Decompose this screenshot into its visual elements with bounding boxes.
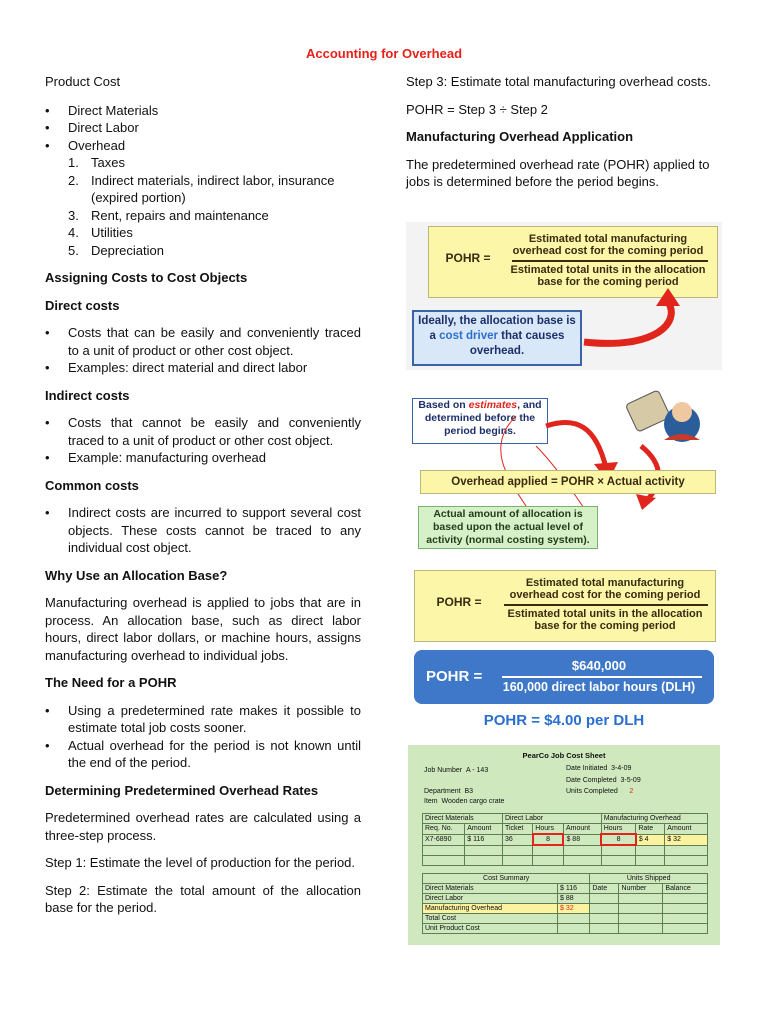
pohr-definition-figure — [406, 222, 722, 370]
table-cell: 36 — [502, 834, 532, 845]
table-cell: $ 32 — [665, 834, 708, 845]
left-column — [45, 73, 361, 927]
units-completed: Units Completed 2 — [566, 788, 634, 795]
sheet-title: PearCo Job Cost Sheet — [522, 751, 606, 760]
table-cell: $ 88 — [563, 834, 601, 845]
table-header: Rate — [636, 824, 665, 835]
table-cell: X7-6890 — [423, 834, 465, 845]
item: Item Wooden cargo crate — [424, 798, 505, 805]
table-header: Amount — [665, 824, 708, 835]
list-item: • Examples: direct material and direct labor — [45, 359, 361, 377]
list-item: • Costs that cannot be easily and conveniently traced to a unit of product or other cost object. — [45, 414, 361, 449]
pohr-result: POHR = $4.00 per DLH — [483, 712, 645, 729]
pohr-calculation-figure — [406, 566, 722, 738]
why-allocation-text: Manufacturing overhead is applied to jobs that are in process. An allocation base, such as direct labor hours, direct labor dollars, or machine hours, assigns manufacturing overhead to individual jobs. — [45, 595, 361, 663]
list-item — [45, 137, 361, 260]
table-header: Cost Summary — [423, 874, 590, 884]
cost-summary-table — [422, 873, 708, 934]
date-completed: Date Completed 3-5-09 — [566, 777, 641, 784]
mfg-overhead-text: The predetermined overhead rate (POHR) applied to jobs is determined before the period begins. — [406, 156, 710, 189]
list-item: • Example: manufacturing overhead — [45, 449, 361, 467]
determining-text: Predetermined overhead rates are calculated using a three-step process. — [45, 810, 361, 843]
table-row: Unit Product Cost — [423, 924, 708, 934]
pohr-label: POHR = — [426, 668, 483, 685]
pohr-label: POHR = — [445, 251, 491, 265]
direct-costs-list — [45, 324, 361, 377]
step1-text: Step 1: Estimate the level of production for the period. — [45, 855, 356, 870]
job-cost-table — [422, 813, 708, 866]
list-item: • Indirect costs are incurred to support several cost objects. These costs cannot be traced to any individual cost object. — [45, 504, 361, 557]
table-header: Hours — [601, 824, 636, 835]
product-cost-label: Product Cost — [45, 74, 121, 89]
why-allocation-heading: Why Use an Allocation Base? — [45, 567, 228, 583]
list-item: 1. Taxes — [68, 155, 125, 170]
direct-labor-hours: 160,000 direct labor hours (DLH) — [502, 680, 696, 694]
table-header: Manufacturing Overhead — [601, 814, 707, 824]
table-header: Req. No. — [423, 824, 465, 835]
table-cell: $ 116 — [465, 834, 503, 845]
table-cell: 8 — [533, 834, 564, 845]
overhead-applied-formula: Overhead applied = POHR × Actual activity — [451, 476, 685, 488]
table-header: Hours — [533, 824, 564, 835]
list-item: • Direct Materials — [45, 102, 361, 120]
step3-text: Step 3: Estimate total manufacturing overhead costs. — [406, 74, 711, 89]
list-item: 2. Indirect materials, indirect labor, insurance (expired portion) — [68, 172, 335, 205]
pohr-formula: POHR = Step 3 ÷ Step 2 — [406, 101, 548, 117]
table-row — [423, 834, 708, 845]
overhead-label: Overhead — [68, 137, 126, 153]
pohr-denominator: Estimated total units in the allocation base for the coming period — [507, 608, 703, 632]
indirect-costs-list — [45, 414, 361, 467]
need-pohr-heading: The Need for a POHR — [45, 675, 177, 690]
table-header: Direct Materials — [423, 814, 503, 824]
estimates-callout: Based on estimates, and determined before the period begins. — [412, 398, 548, 444]
common-costs-heading: Common costs — [45, 477, 139, 493]
need-pohr-list — [45, 702, 361, 772]
pohr-label: POHR = — [436, 595, 482, 609]
determining-heading: Determining Predetermined Overhead Rates — [45, 782, 319, 798]
overhead-applied-figure — [406, 386, 722, 553]
table-header: Units Shipped — [590, 874, 708, 884]
overhead-items-list — [68, 154, 361, 259]
table-header: Direct Labor — [502, 814, 601, 824]
pohr-numerator: Estimated total manufacturing overhead cost for the coming period — [512, 233, 704, 257]
list-item: • Direct Labor — [45, 119, 361, 137]
common-costs-list — [45, 504, 361, 557]
indirect-costs-heading: Indirect costs — [45, 387, 130, 403]
actual-allocation-note: Actual amount of allocation is based upon the actual level of activity (normal costing system). — [418, 506, 598, 549]
step2-text: Step 2: Estimate the total amount of the allocation base for the period. — [45, 882, 361, 915]
date-initiated: Date Initiated 3-4-09 — [566, 765, 632, 772]
right-column — [406, 73, 719, 201]
table-cell: $ 4 — [636, 834, 665, 845]
pohr-numerator: Estimated total manufacturing overhead cost for the coming period — [509, 577, 701, 601]
product-cost-list — [45, 102, 361, 260]
table-row: Total Cost — [423, 914, 708, 924]
assigning-heading: Assigning Costs to Cost Objects — [45, 270, 248, 285]
job-cost-sheet-figure — [408, 745, 720, 945]
list-item: 3. Rent, repairs and maintenance — [68, 207, 269, 223]
table-cell: 8 — [601, 834, 636, 845]
mfg-overhead-heading: Manufacturing Overhead Application — [406, 129, 634, 144]
list-item: 5. Depreciation — [68, 242, 164, 258]
table-header: Amount — [563, 824, 601, 835]
table-row: Direct Labor $ 88 — [423, 894, 708, 904]
department: Department B3 — [424, 788, 474, 795]
list-item: • Actual overhead for the period is not known until the end of the period. — [45, 737, 361, 772]
list-item: • Costs that can be easily and conveniently traced to a unit of product or other cost object. — [45, 324, 361, 359]
document-title: Accounting for Overhead — [305, 46, 463, 61]
direct-costs-heading: Direct costs — [45, 297, 120, 313]
list-item: 4. Utilities — [68, 225, 133, 240]
overhead-amount: $640,000 — [571, 658, 627, 673]
table-row: Manufacturing Overhead $ 32 — [423, 904, 708, 914]
fraction-line — [504, 604, 708, 606]
pohr-denominator: Estimated total units in the allocation base for the coming period — [510, 264, 706, 288]
table-header: Amount — [465, 824, 503, 835]
cost-driver-callout: Ideally, the allocation base is a cost driver that causes overhead. — [412, 310, 582, 366]
table-header: Ticket — [502, 824, 532, 835]
table-row: Direct Materials $ 116 Date Number Balance — [423, 884, 708, 894]
fraction-line — [502, 676, 702, 678]
job-number: Job Number A - 143 — [424, 767, 489, 774]
list-item: • Using a predetermined rate makes it possible to estimate total job costs sooner. — [45, 702, 361, 737]
